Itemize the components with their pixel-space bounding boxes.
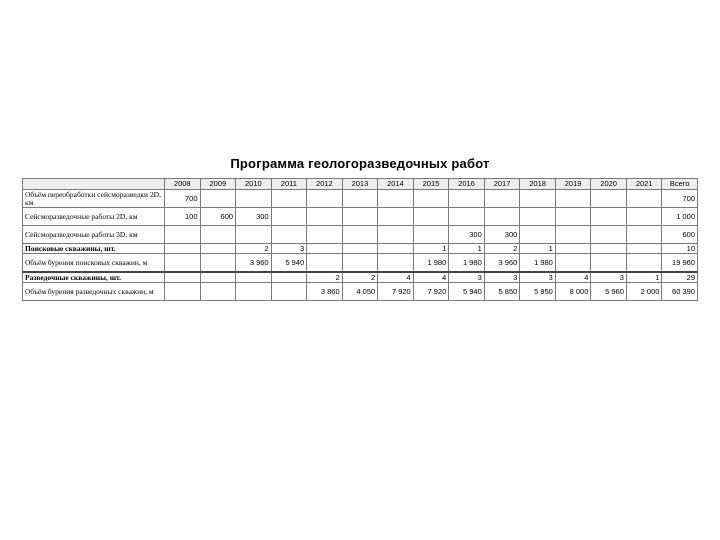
table-cell [271,272,307,283]
table-cell: 1 [413,244,449,254]
table-row [23,272,698,283]
table-cell [413,190,449,208]
table-cell: 8 000 [555,283,591,301]
header-cell: 2017 [484,179,520,190]
table-cell [236,283,272,301]
table-cell: 5 850 [484,283,520,301]
header-cell: 2021 [626,179,662,190]
table-cell: 5 940 [271,254,307,273]
table-cell: 1 980 [413,254,449,273]
table-cell [165,272,201,283]
table-cell: 60 390 [662,283,698,301]
header-cell: 2010 [236,179,272,190]
row-label: Сейсморазведочные работы 3D, км [23,226,165,244]
table-cell [591,244,627,254]
table-cell [378,190,414,208]
table-cell [200,226,236,244]
table-cell [555,190,591,208]
table-cell [520,190,556,208]
table-cell [200,244,236,254]
table-cell [413,226,449,244]
table-cell [236,226,272,244]
table-cell: 4 [413,272,449,283]
row-label: Поисковые скважины, шт. [23,244,165,254]
table-cell [342,208,378,226]
table-cell: 10 [662,244,698,254]
table-cell: 300 [236,208,272,226]
table-cell [591,208,627,226]
header-cell: 2011 [271,179,307,190]
table-cell [378,254,414,273]
table-cell [626,254,662,273]
table-cell: 5 960 [591,283,627,301]
table-cell [165,244,201,254]
row-label: Объём бурения разведочных скважин, м [23,283,165,301]
table-cell: 29 [662,272,698,283]
table-cell: 700 [662,190,698,208]
table-cell [555,244,591,254]
table-cell: 2 [342,272,378,283]
table-cell [484,190,520,208]
table-cell: 4 [555,272,591,283]
table-cell: 7 920 [413,283,449,301]
table-cell: 600 [200,208,236,226]
table-cell [413,208,449,226]
header-cell: Всего [662,179,698,190]
header-cell [23,179,165,190]
table-cell: 2 [307,272,343,283]
table-cell: 600 [662,226,698,244]
table-cell [271,208,307,226]
header-cell: 2016 [449,179,485,190]
table-cell [555,208,591,226]
table-cell [555,226,591,244]
table-cell [449,208,485,226]
table-cell [378,226,414,244]
table-cell [200,254,236,273]
table-cell [165,283,201,301]
table-cell: 2 [484,244,520,254]
table-cell: 4 [378,272,414,283]
table-cell [200,283,236,301]
table-cell [271,283,307,301]
row-label: Разведочные скважины, шт. [23,272,165,283]
table-cell: 7 920 [378,283,414,301]
row-label: Объём бурения поисковых скважин, м [23,254,165,273]
table-cell: 1 980 [449,254,485,273]
table-cell [236,272,272,283]
table-row [23,283,698,301]
table-cell: 5 950 [520,283,556,301]
header-cell: 2020 [591,179,627,190]
table-cell [271,226,307,244]
header-cell: 2014 [378,179,414,190]
table-cell [591,254,627,273]
table-cell [307,190,343,208]
program-table [22,178,698,301]
table-cell: 3 960 [236,254,272,273]
table-cell [165,226,201,244]
table-cell: 3 [449,272,485,283]
page-title: Программа геологоразведочных работ [230,156,490,171]
header-cell: 2009 [200,179,236,190]
table-cell [307,208,343,226]
table-row [23,190,698,208]
header-cell: 2015 [413,179,449,190]
table-cell [342,244,378,254]
header-cell: 2019 [555,179,591,190]
row-label: Сейсморазведочные работы 2D, км [23,208,165,226]
table-cell [200,272,236,283]
table-cell: 3 [484,272,520,283]
table-cell [555,254,591,273]
table-cell: 1 [449,244,485,254]
table-cell: 1 980 [520,254,556,273]
table-cell [271,190,307,208]
table-cell: 300 [484,226,520,244]
table-cell: 1 000 [662,208,698,226]
table-cell [307,254,343,273]
table-cell: 4 050 [342,283,378,301]
table-cell [520,226,556,244]
table-cell [626,208,662,226]
table-cell: 700 [165,190,201,208]
table-cell: 1 [626,272,662,283]
table-cell [449,190,485,208]
table-cell: 5 940 [449,283,485,301]
table-cell [342,190,378,208]
header-cell: 2013 [342,179,378,190]
table-cell [626,190,662,208]
table-cell: 19 960 [662,254,698,273]
table-cell: 2 [236,244,272,254]
table-cell [165,254,201,273]
header-cell: 2008 [165,179,201,190]
table-cell [626,226,662,244]
table-cell [520,208,556,226]
table-cell: 3 [520,272,556,283]
table-cell [236,190,272,208]
table-row [23,226,698,244]
table-row [23,244,698,254]
table-cell [591,226,627,244]
table-cell: 300 [449,226,485,244]
table-cell [626,244,662,254]
table-cell [591,190,627,208]
header-cell: 2012 [307,179,343,190]
table-cell: 100 [165,208,201,226]
table-cell: 3 [591,272,627,283]
table-cell: 1 [520,244,556,254]
table-cell [307,244,343,254]
table-cell: 3 960 [484,254,520,273]
table-cell [484,208,520,226]
row-label: Объём переобработки сейсморазведки 2D, км [23,190,165,208]
table-cell [200,190,236,208]
table-cell [342,226,378,244]
table-cell [378,244,414,254]
header-cell: 2018 [520,179,556,190]
table-cell [307,226,343,244]
table-cell [342,254,378,273]
table-row [23,254,698,273]
table-cell: 2 000 [626,283,662,301]
table-cell: 3 860 [307,283,343,301]
table-cell [378,208,414,226]
header-row [23,179,698,190]
table-cell: 3 [271,244,307,254]
table-row [23,208,698,226]
